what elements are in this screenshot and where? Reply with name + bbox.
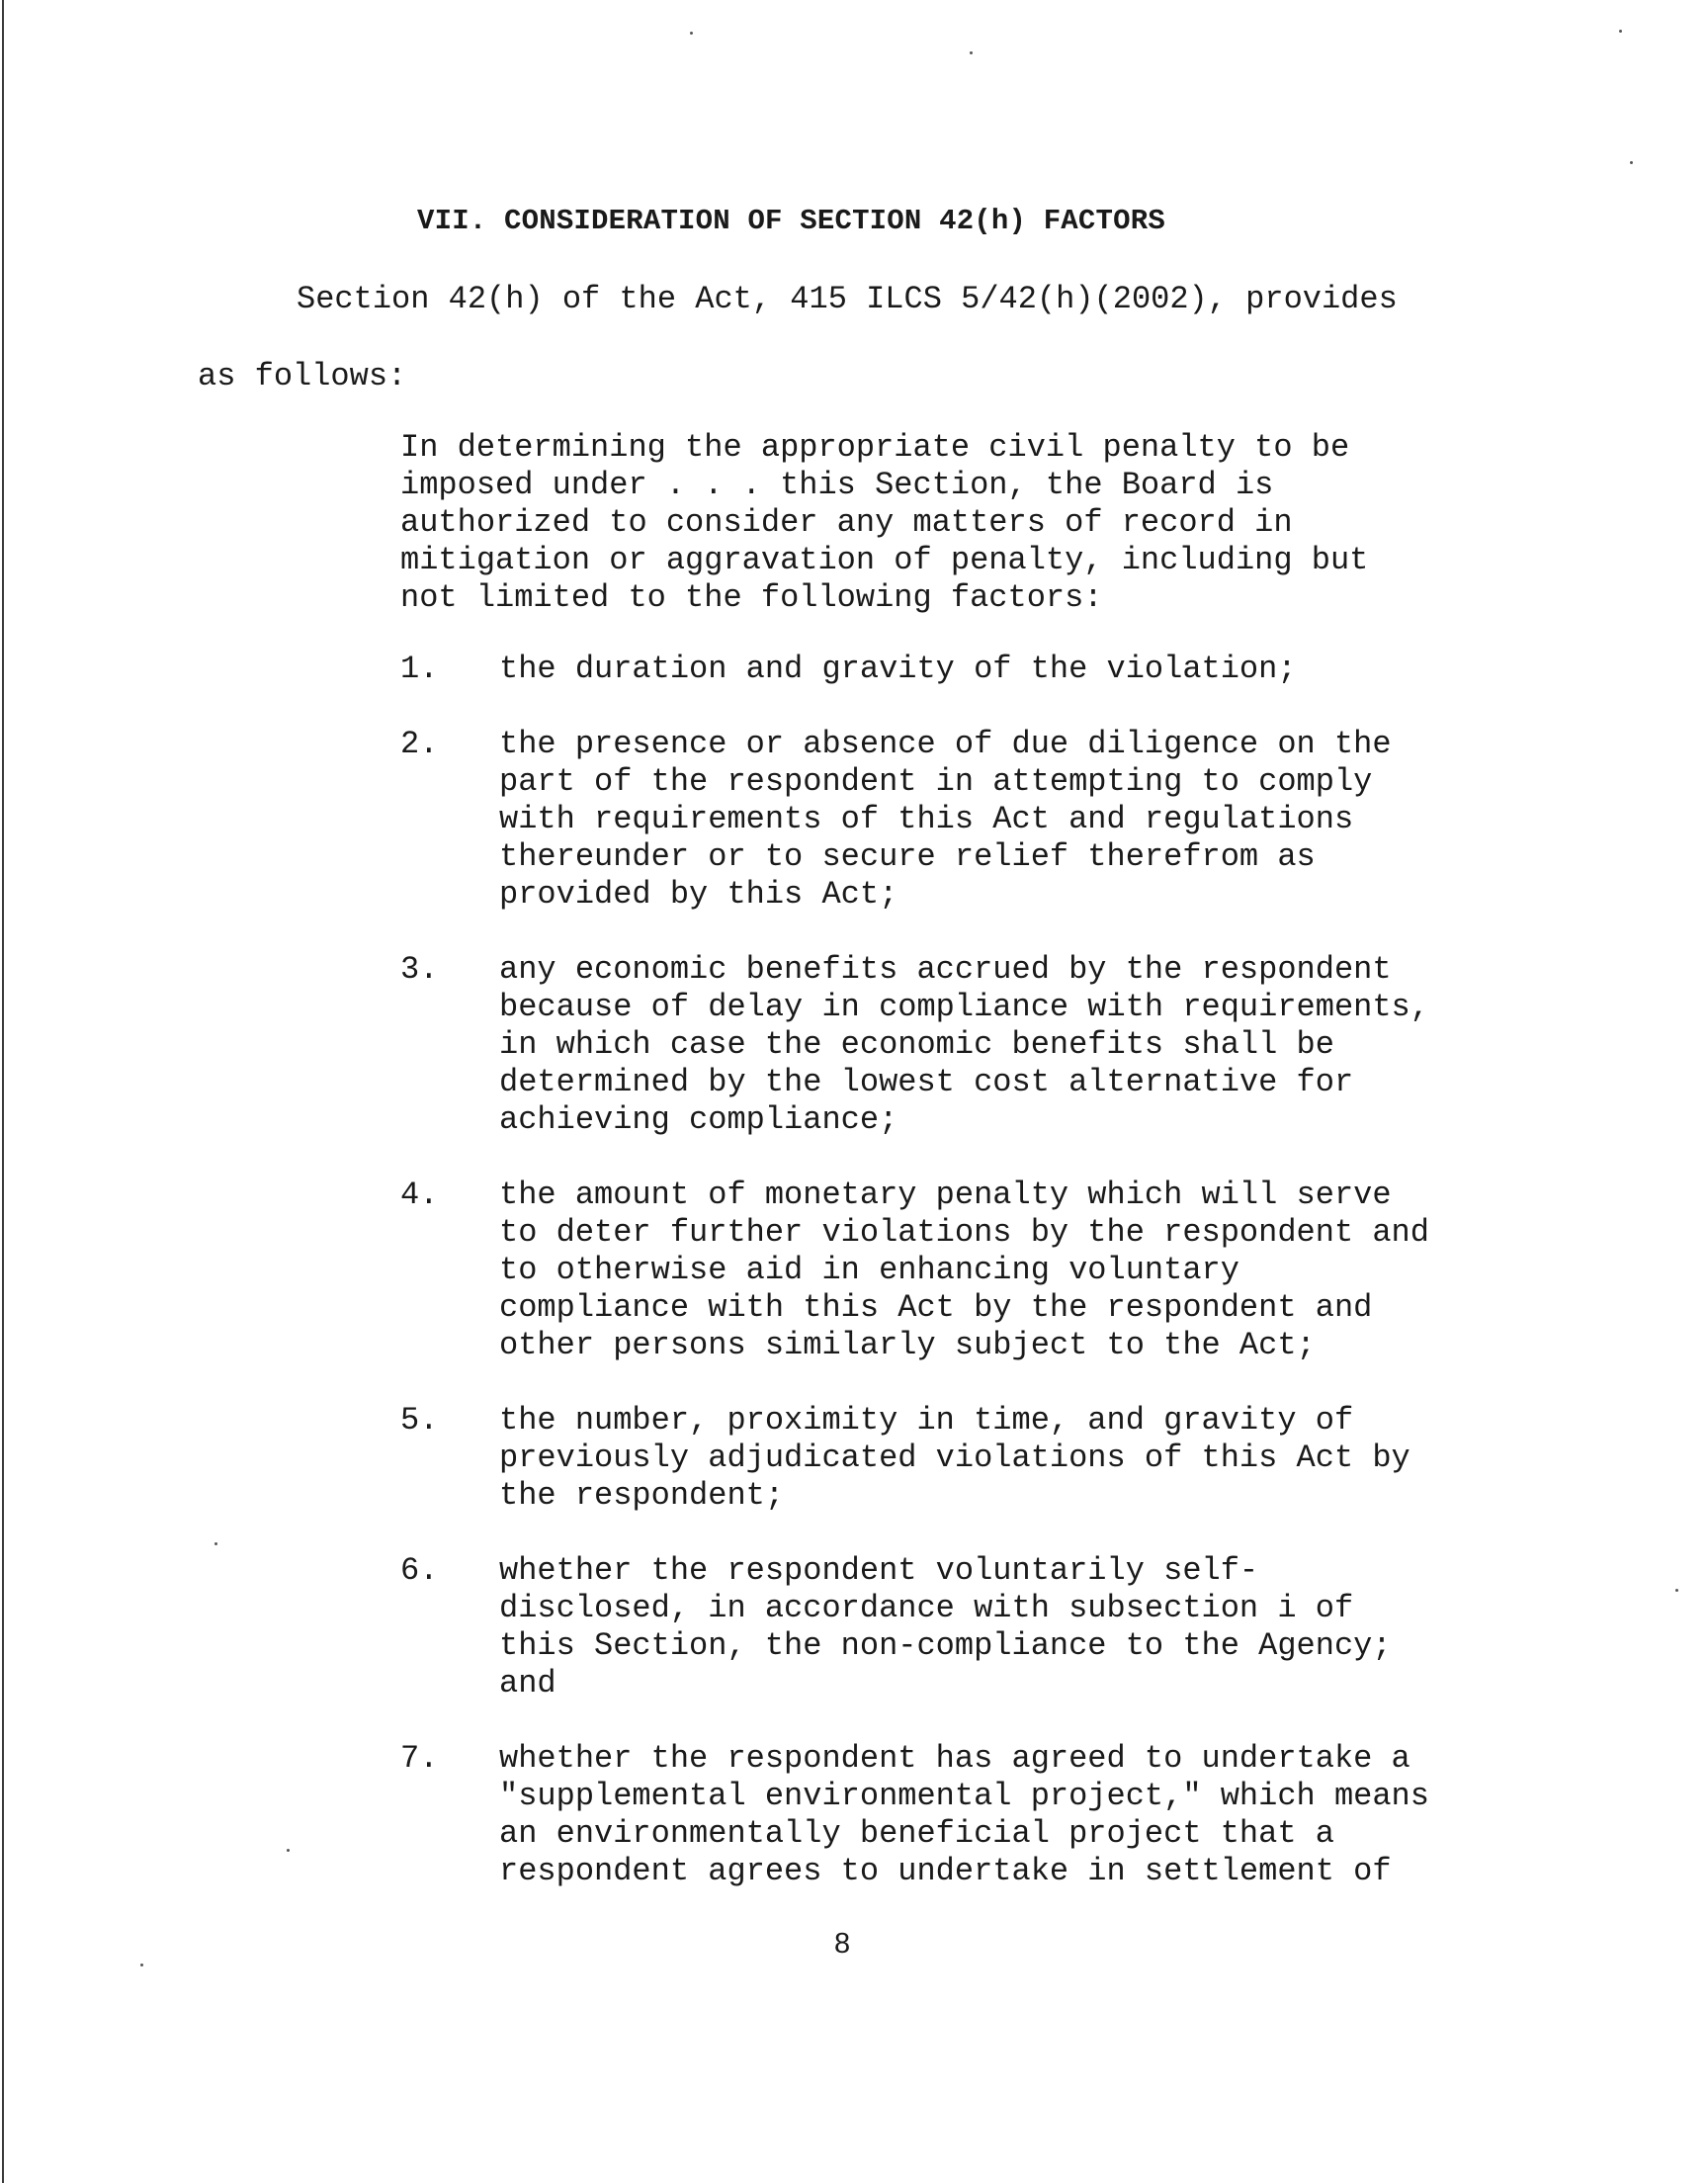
factor-line: achieving compliance; bbox=[499, 1101, 898, 1138]
factor-line: determined by the lowest cost alternative for bbox=[499, 1064, 1354, 1100]
scan-speck bbox=[1675, 1589, 1678, 1592]
factor-line: to otherwise aid in enhancing voluntary bbox=[499, 1252, 1239, 1288]
factor-number: 7. bbox=[400, 1740, 439, 1777]
factor-line: thereunder or to secure relief therefrom as bbox=[499, 838, 1316, 875]
factor-line: because of delay in compliance with requirements, bbox=[499, 989, 1429, 1025]
factor-line: the number, proximity in time, and gravity of bbox=[499, 1402, 1354, 1439]
quote-line: imposed under . . . this Section, the Board is bbox=[400, 467, 1274, 503]
section-heading: VII. CONSIDERATION OF SECTION 42(h) FACTORS bbox=[417, 205, 1165, 237]
factor-number: 4. bbox=[400, 1177, 439, 1213]
statute-quote bbox=[400, 429, 1488, 617]
quote-line: mitigation or aggravation of penalty, including but bbox=[400, 542, 1369, 578]
factor-line: with requirements of this Act and regulations bbox=[499, 801, 1354, 837]
factor-line: compliance with this Act by the respondent and bbox=[499, 1289, 1373, 1326]
scan-speck bbox=[1630, 161, 1633, 164]
factor-line: respondent agrees to undertake in settlement of bbox=[499, 1853, 1392, 1889]
scan-speck bbox=[1619, 30, 1622, 33]
factor-text bbox=[499, 1402, 1507, 1515]
scan-speck bbox=[214, 1542, 217, 1545]
factor-line: any economic benefits accrued by the respondent bbox=[499, 951, 1392, 988]
scan-speck bbox=[140, 1964, 143, 1966]
quote-line: not limited to the following factors: bbox=[400, 579, 1103, 616]
scan-speck bbox=[690, 32, 693, 35]
factor-text bbox=[499, 726, 1507, 914]
factor-text bbox=[499, 951, 1507, 1139]
factor-line: the amount of monetary penalty which will serve bbox=[499, 1177, 1392, 1213]
factor-line: other persons similarly subject to the Act; bbox=[499, 1327, 1316, 1363]
scan-edge-line bbox=[2, 0, 4, 2183]
factor-line: in which case the economic benefits shall be bbox=[499, 1026, 1334, 1063]
factor-line: an environmentally beneficial project that a bbox=[499, 1815, 1334, 1852]
page-number: 8 bbox=[834, 1928, 851, 1960]
scan-speck bbox=[287, 1849, 290, 1852]
factor-line: whether the respondent voluntarily self- bbox=[499, 1552, 1259, 1589]
factor-text bbox=[499, 651, 1507, 688]
factor-number: 3. bbox=[400, 951, 439, 988]
factor-number: 2. bbox=[400, 726, 439, 762]
quote-line: In determining the appropriate civil penalty to be bbox=[400, 429, 1350, 466]
factor-line: "supplemental environmental project," which means bbox=[499, 1778, 1429, 1814]
factor-line: part of the respondent in attempting to comply bbox=[499, 763, 1373, 800]
factor-number: 1. bbox=[400, 651, 439, 687]
quote-line: authorized to consider any matters of record in bbox=[400, 504, 1293, 541]
factor-line: to deter further violations by the respondent and bbox=[499, 1214, 1429, 1251]
factor-line: and bbox=[499, 1665, 556, 1702]
factor-number: 5. bbox=[400, 1402, 439, 1439]
factor-line: disclosed, in accordance with subsection i of bbox=[499, 1590, 1354, 1626]
factor-text bbox=[499, 1177, 1507, 1364]
factor-line: the presence or absence of due diligence on the bbox=[499, 726, 1392, 762]
factor-line: the duration and gravity of the violation; bbox=[499, 651, 1297, 687]
scan-speck bbox=[970, 51, 973, 54]
factor-line: this Section, the non-compliance to the Agency; bbox=[499, 1627, 1392, 1664]
intro-text-line-1: Section 42(h) of the Act, 415 ILCS 5/42(h)(2002), provides bbox=[297, 281, 1398, 317]
factor-line: previously adjudicated violations of this Act by bbox=[499, 1440, 1410, 1476]
intro-text-line-2: as follows: bbox=[198, 358, 407, 394]
factor-line: whether the respondent has agreed to undertake a bbox=[499, 1740, 1410, 1777]
factor-number: 6. bbox=[400, 1552, 439, 1589]
factor-line: the respondent; bbox=[499, 1477, 785, 1514]
factor-text bbox=[499, 1740, 1507, 1890]
factor-line: provided by this Act; bbox=[499, 876, 898, 913]
factor-text bbox=[499, 1552, 1507, 1703]
